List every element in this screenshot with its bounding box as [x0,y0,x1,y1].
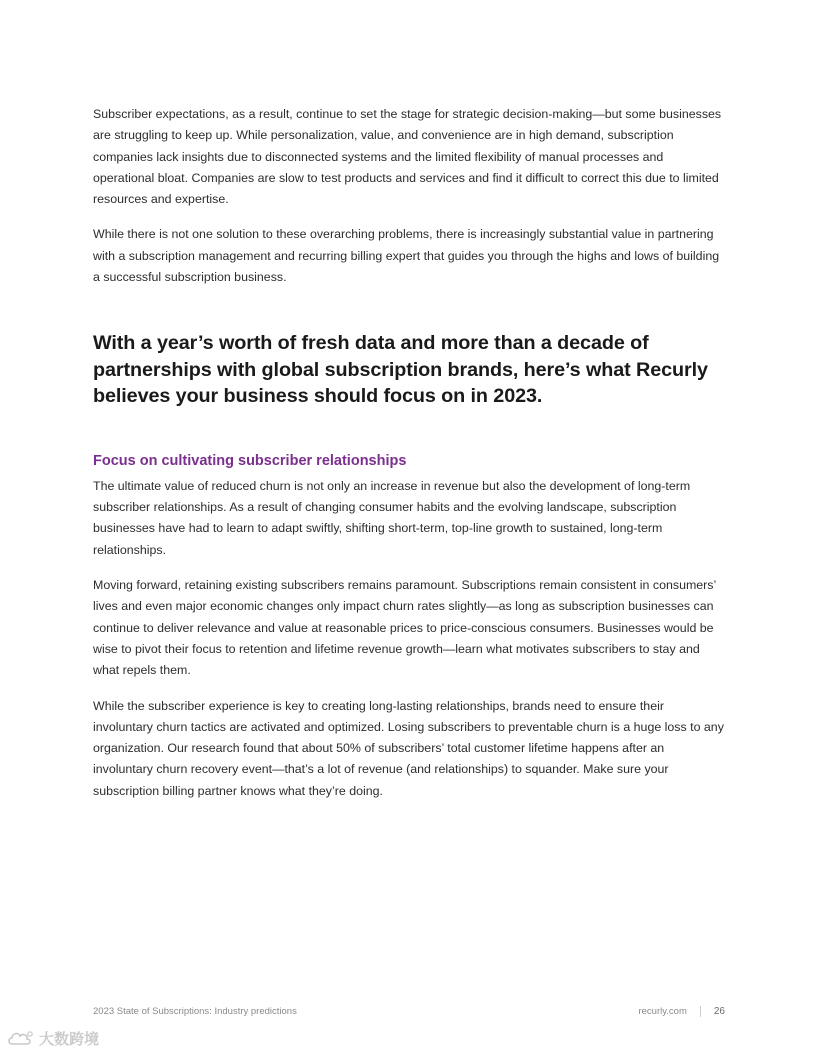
footer-site-link[interactable]: recurly.com [638,1006,687,1017]
intro-paragraph-2: While there is not one solution to these overarching problems, there is increasingly substantial value in partnering with a subscription management and recurring billing expert that guides you through the highs and lows of building a successful subscription business. [93,227,720,285]
cloud-logo-icon [6,1029,36,1049]
section-heading: Focus on cultivating subscriber relationships [93,452,407,469]
footer-report-title: 2023 State of Subscriptions: Industry predictions [93,1006,297,1017]
footer-divider [700,1006,701,1017]
section-paragraph-1: The ultimate value of reduced churn is not only an increase in revenue but also the development of long-term subscriber relationships. As a result of changing consumer habits and the evolving landscape, subscription businesses have had to learn to adapt swiftly, shifting short-term, top-line growth to sustained, long-term relationships. [93,478,691,557]
page-headline: With a year’s worth of fresh data and more than a decade of partnerships with global subscription brands, here’s what Recurly believes your business should focus on in 2023. [93,332,708,408]
section-paragraph-2: Moving forward, retaining existing subscribers remains paramount. Subscriptions remain consistent in consumers’ lives and even major economic changes only impact churn rates slightly—as long as subscription businesses can continue to deliver relevance and value at reasonable prices to price-conscious consumers. Businesses would be wise to pivot their focus to retention and lifetime revenue growth—learn what motivates subscribers to stay and what repels them. [93,578,716,678]
page-footer [93,1006,725,1022]
intro-paragraph-1: Subscriber expectations, as a result, continue to set the stage for strategic decision-making—but some businesses are struggling to keep up. While personalization, value, and convenience are in high demand, subscription companies lack insights due to disconnected systems and the limited flexibility of manual processes and operational bloat. Companies are slow to test products and services and find it difficult to correct this due to limited resources and expertise. [93,107,722,207]
footer-right-group [638,1006,725,1017]
footer-page-number: 26 [713,1006,725,1017]
watermark [6,1028,99,1049]
page-content [93,104,725,816]
watermark-text: 大数跨境 [39,1031,100,1048]
section-paragraph-3: While the subscriber experience is key to creating long-lasting relationships, brands need to ensure their involuntary churn tactics are activated and optimized. Losing subscribers to preventable churn is a huge loss to any organization. Our research found that about 50% of subscribers’ total customer lifetime happens after an involuntary churn recovery event—that’s a lot of revenue (and relationships) to squander. Make sure your subscription billing partner knows what they’re doing. [93,698,724,798]
